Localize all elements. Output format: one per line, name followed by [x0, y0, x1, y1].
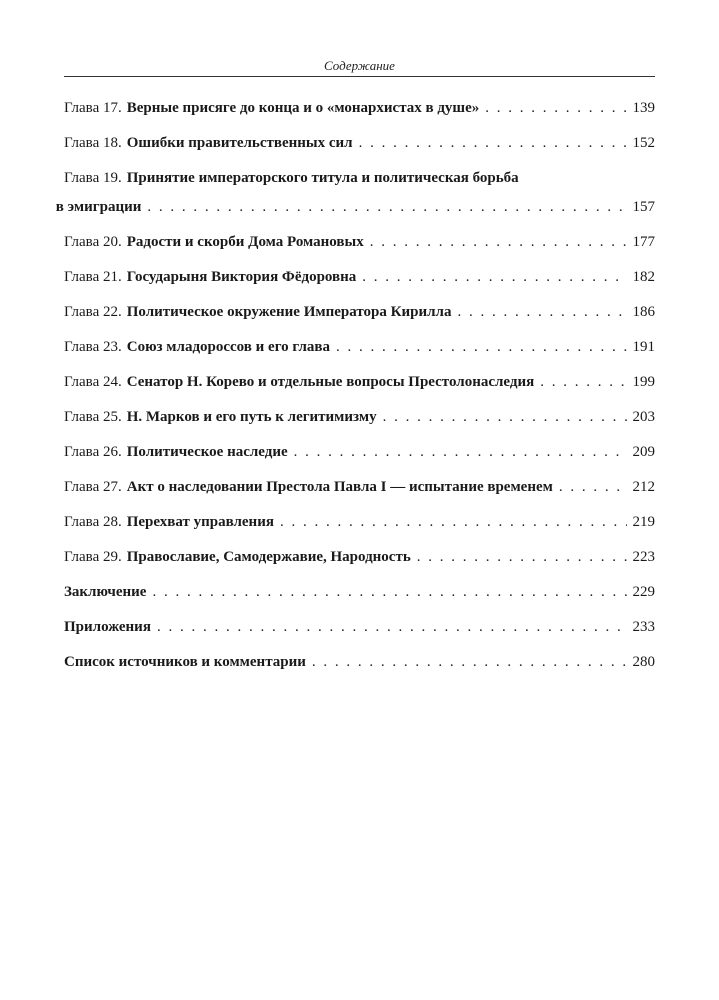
dot-leader	[540, 372, 626, 392]
page-number: 157	[632, 199, 655, 215]
section-title: Список источников и комментарии	[64, 654, 306, 670]
chapter-title: Акт о наследовании Престола Павла I — испытание временем	[126, 479, 553, 495]
chapter-title: Политическое окружение Императора Кирилла	[126, 304, 452, 320]
chapter-title: Государыня Виктория Фёдоровна	[126, 269, 357, 285]
chapter-number: Глава 19.	[64, 170, 122, 186]
chapter-title: Ошибки правительственных сил	[126, 135, 353, 151]
chapter-title: Перехват управления	[126, 514, 274, 530]
dot-leader	[370, 232, 627, 252]
page-number: 203	[632, 409, 655, 425]
page-number: 199	[632, 374, 655, 390]
chapter-title: Союз младороссов и его глава	[126, 339, 330, 355]
toc-entry[interactable]	[64, 337, 655, 357]
chapter-title: Верные присяге до конца и о «монархистах в душе»	[126, 100, 480, 116]
chapter-number: Глава 21.	[64, 269, 122, 285]
dot-leader	[152, 582, 626, 602]
chapter-title: Н. Марков и его путь к легитимизму	[126, 409, 377, 425]
toc-entry[interactable]	[64, 98, 655, 118]
toc-entry[interactable]	[64, 133, 655, 153]
page-number: 139	[632, 100, 655, 116]
table-of-contents	[55, 98, 655, 687]
toc-entry[interactable]	[64, 442, 655, 462]
toc-entry[interactable]	[64, 267, 655, 287]
toc-entry[interactable]	[64, 582, 655, 602]
dot-leader	[383, 407, 627, 427]
page-number: 177	[632, 234, 655, 250]
dot-leader	[294, 442, 627, 462]
page-number: 186	[632, 304, 655, 320]
dot-leader	[280, 512, 627, 532]
page-number: 182	[632, 269, 655, 285]
section-title: Приложения	[64, 619, 151, 635]
dot-leader	[362, 267, 626, 287]
toc-entry[interactable]	[64, 512, 655, 532]
dot-leader	[312, 652, 627, 672]
chapter-number: Глава 22.	[64, 304, 122, 320]
toc-entry[interactable]	[64, 652, 655, 672]
chapter-title: в эмиграции	[55, 199, 142, 215]
header-rule	[64, 76, 655, 77]
chapter-title: Радости и скорби Дома Романовых	[126, 234, 364, 250]
chapter-title-row	[56, 197, 655, 217]
chapter-number: Глава 17.	[64, 100, 122, 116]
dot-leader	[559, 477, 627, 497]
toc-entry[interactable]	[64, 407, 655, 427]
page-number: 280	[632, 654, 655, 670]
dot-leader	[417, 547, 627, 567]
dot-leader	[485, 98, 626, 118]
dot-leader	[157, 617, 627, 637]
page-number: 209	[632, 444, 655, 460]
page-number: 152	[632, 135, 655, 151]
chapter-title: Политическое наследие	[126, 444, 288, 460]
chapter-title: Сенатор Н. Корево и отдельные вопросы Престолонаследия	[126, 374, 535, 390]
chapter-number: Глава 20.	[64, 234, 122, 250]
page-number: 223	[632, 549, 655, 565]
page-number: 212	[632, 479, 655, 495]
toc-entry[interactable]	[64, 477, 655, 497]
toc-entry[interactable]	[64, 232, 655, 252]
chapter-number: Глава 18.	[64, 135, 122, 151]
dot-leader	[336, 337, 627, 357]
dot-leader	[359, 133, 627, 153]
toc-entry[interactable]	[64, 302, 655, 322]
chapter-number: Глава 25.	[64, 409, 122, 425]
chapter-number: Глава 26.	[64, 444, 122, 460]
toc-entry[interactable]	[64, 372, 655, 392]
dot-leader	[457, 302, 626, 322]
page-number: 219	[632, 514, 655, 530]
toc-entry[interactable]	[64, 547, 655, 567]
page-number: 233	[632, 619, 655, 635]
chapter-number: Глава 24.	[64, 374, 122, 390]
toc-entry[interactable]	[64, 617, 655, 637]
dot-leader	[147, 197, 626, 217]
page-number: 191	[632, 339, 655, 355]
chapter-number: Глава 23.	[64, 339, 122, 355]
section-title: Заключение	[64, 584, 147, 600]
chapter-number: Глава 27.	[64, 479, 122, 495]
page-number: 229	[632, 584, 655, 600]
chapter-number: Глава 29.	[64, 549, 122, 565]
chapter-number: Глава 28.	[64, 514, 122, 530]
chapter-title-line1: Принятие императорского титула и политическая борьба	[126, 170, 519, 186]
chapter-title: Православие, Самодержавие, Народность	[126, 549, 411, 565]
toc-entry[interactable]	[55, 168, 655, 217]
running-head: Содержание	[324, 58, 395, 73]
